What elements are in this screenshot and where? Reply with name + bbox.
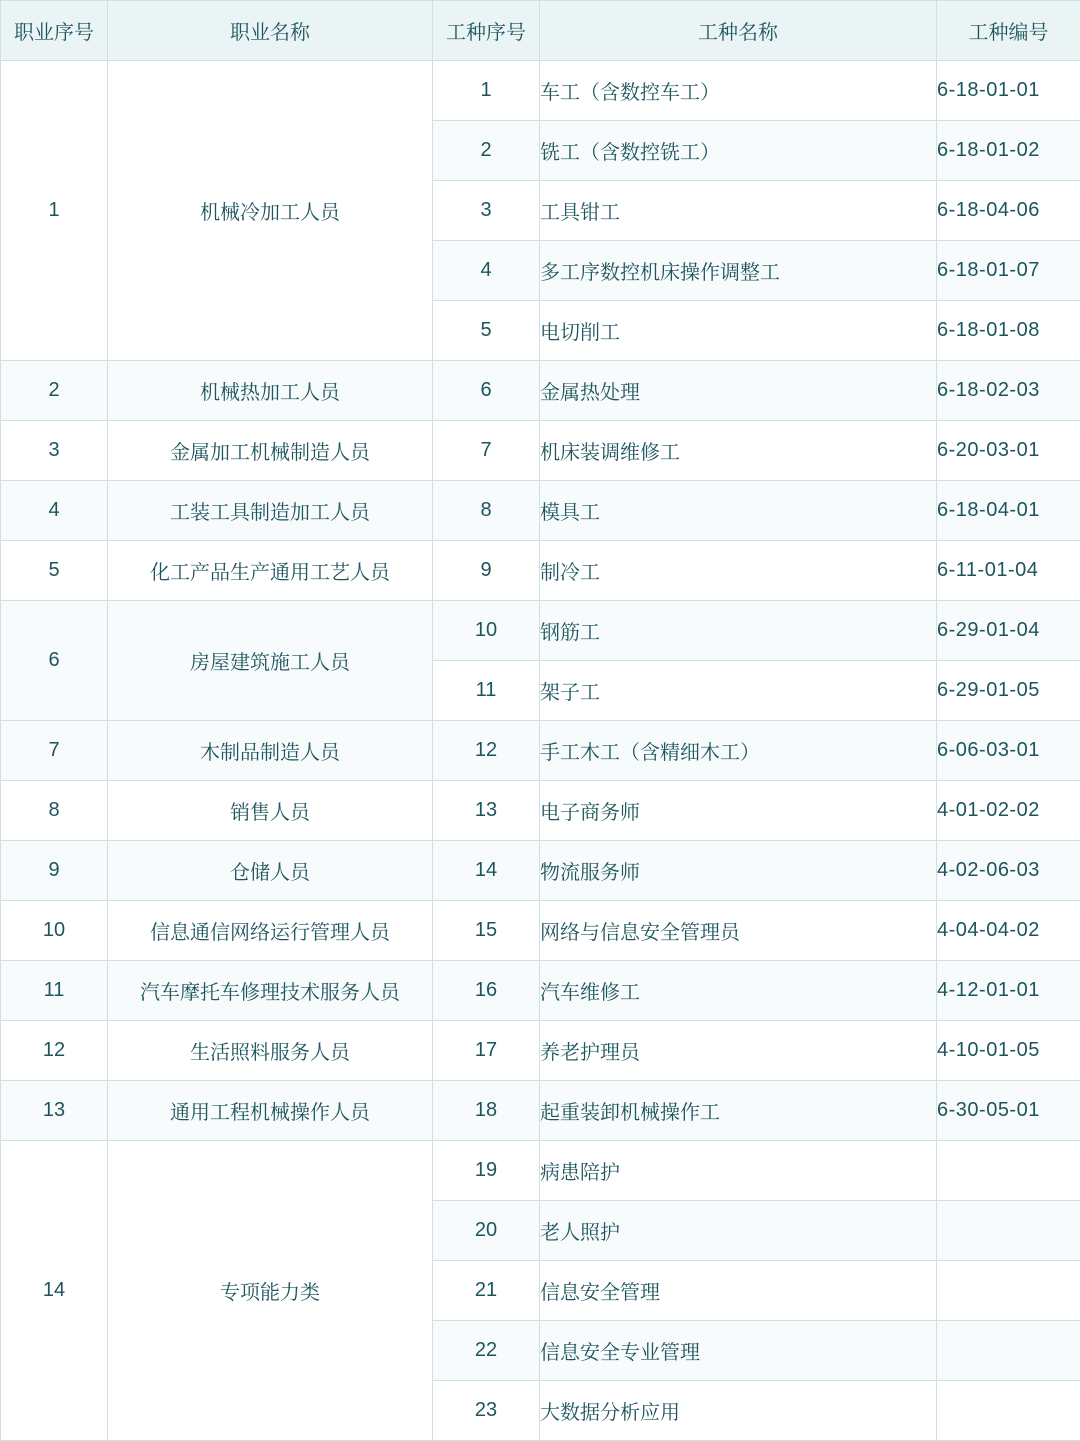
cell-job-no: 16 bbox=[433, 961, 540, 1021]
cell-job-code: 6-30-05-01 bbox=[937, 1081, 1080, 1141]
cell-job-no: 12 bbox=[433, 721, 540, 781]
cell-occupation-name: 机械热加工人员 bbox=[108, 361, 433, 421]
cell-occupation-name: 专项能力类 bbox=[108, 1141, 433, 1441]
cell-job-name: 金属热处理 bbox=[540, 361, 937, 421]
cell-job-no: 8 bbox=[433, 481, 540, 541]
cell-job-code: 4-12-01-01 bbox=[937, 961, 1080, 1021]
cell-job-no: 7 bbox=[433, 421, 540, 481]
table-row bbox=[1, 601, 1080, 661]
cell-job-no: 2 bbox=[433, 121, 540, 181]
table-row bbox=[1, 781, 1080, 841]
cell-job-code: 6-18-02-03 bbox=[937, 361, 1080, 421]
cell-occupation-name: 通用工程机械操作人员 bbox=[108, 1081, 433, 1141]
cell-job-name: 钢筋工 bbox=[540, 601, 937, 661]
table-row bbox=[1, 901, 1080, 961]
cell-job-no: 17 bbox=[433, 1021, 540, 1081]
cell-job-code: 6-18-01-08 bbox=[937, 301, 1080, 361]
column-header-occupation-name: 职业名称 bbox=[108, 1, 433, 61]
cell-job-no: 11 bbox=[433, 661, 540, 721]
cell-job-code: 6-20-03-01 bbox=[937, 421, 1080, 481]
cell-job-code bbox=[937, 1201, 1080, 1261]
cell-occupation-name: 信息通信网络运行管理人员 bbox=[108, 901, 433, 961]
cell-job-code: 4-01-02-02 bbox=[937, 781, 1080, 841]
cell-job-name: 物流服务师 bbox=[540, 841, 937, 901]
table-row bbox=[1, 421, 1080, 481]
table-row bbox=[1, 961, 1080, 1021]
cell-job-name: 起重装卸机械操作工 bbox=[540, 1081, 937, 1141]
cell-occupation-name: 仓储人员 bbox=[108, 841, 433, 901]
cell-job-code: 4-04-04-02 bbox=[937, 901, 1080, 961]
cell-job-code: 4-10-01-05 bbox=[937, 1021, 1080, 1081]
cell-occupation-name: 销售人员 bbox=[108, 781, 433, 841]
cell-job-no: 14 bbox=[433, 841, 540, 901]
cell-job-no: 4 bbox=[433, 241, 540, 301]
table-row bbox=[1, 541, 1080, 601]
cell-occupation-no: 14 bbox=[1, 1141, 108, 1441]
cell-occupation-no: 7 bbox=[1, 721, 108, 781]
cell-job-no: 23 bbox=[433, 1381, 540, 1441]
table-row bbox=[1, 361, 1080, 421]
cell-occupation-no: 1 bbox=[1, 61, 108, 361]
cell-occupation-no: 8 bbox=[1, 781, 108, 841]
cell-job-no: 13 bbox=[433, 781, 540, 841]
table-row bbox=[1, 841, 1080, 901]
cell-occupation-no: 2 bbox=[1, 361, 108, 421]
cell-occupation-no: 6 bbox=[1, 601, 108, 721]
cell-job-code bbox=[937, 1261, 1080, 1321]
table-row bbox=[1, 1081, 1080, 1141]
cell-job-no: 5 bbox=[433, 301, 540, 361]
cell-job-code: 6-18-04-06 bbox=[937, 181, 1080, 241]
cell-job-name: 病患陪护 bbox=[540, 1141, 937, 1201]
cell-job-no: 18 bbox=[433, 1081, 540, 1141]
cell-occupation-name: 木制品制造人员 bbox=[108, 721, 433, 781]
cell-job-name: 大数据分析应用 bbox=[540, 1381, 937, 1441]
cell-job-code bbox=[937, 1381, 1080, 1441]
cell-job-no: 19 bbox=[433, 1141, 540, 1201]
cell-occupation-name: 生活照料服务人员 bbox=[108, 1021, 433, 1081]
cell-job-name: 养老护理员 bbox=[540, 1021, 937, 1081]
cell-job-code bbox=[937, 1141, 1080, 1201]
cell-job-name: 汽车维修工 bbox=[540, 961, 937, 1021]
cell-job-code: 4-02-06-03 bbox=[937, 841, 1080, 901]
cell-job-code: 6-18-01-02 bbox=[937, 121, 1080, 181]
cell-job-no: 15 bbox=[433, 901, 540, 961]
cell-job-name: 车工（含数控车工） bbox=[540, 61, 937, 121]
table-row bbox=[1, 61, 1080, 121]
cell-job-name: 多工序数控机床操作调整工 bbox=[540, 241, 937, 301]
cell-occupation-no: 4 bbox=[1, 481, 108, 541]
cell-occupation-name: 房屋建筑施工人员 bbox=[108, 601, 433, 721]
cell-job-name: 手工木工（含精细木工） bbox=[540, 721, 937, 781]
cell-job-code: 6-29-01-05 bbox=[937, 661, 1080, 721]
table-header bbox=[1, 1, 1080, 61]
cell-job-no: 9 bbox=[433, 541, 540, 601]
cell-job-no: 20 bbox=[433, 1201, 540, 1261]
cell-occupation-no: 9 bbox=[1, 841, 108, 901]
cell-job-code: 6-18-01-01 bbox=[937, 61, 1080, 121]
column-header-job-code: 工种编号 bbox=[937, 1, 1080, 61]
cell-occupation-no: 13 bbox=[1, 1081, 108, 1141]
table-row bbox=[1, 721, 1080, 781]
table-row bbox=[1, 1141, 1080, 1201]
cell-occupation-no: 12 bbox=[1, 1021, 108, 1081]
column-header-job-no: 工种序号 bbox=[433, 1, 540, 61]
table-row bbox=[1, 1021, 1080, 1081]
cell-job-no: 21 bbox=[433, 1261, 540, 1321]
cell-job-code: 6-18-01-07 bbox=[937, 241, 1080, 301]
cell-job-name: 电切削工 bbox=[540, 301, 937, 361]
cell-job-no: 3 bbox=[433, 181, 540, 241]
cell-job-name: 机床装调维修工 bbox=[540, 421, 937, 481]
table-row bbox=[1, 481, 1080, 541]
cell-job-code: 6-29-01-04 bbox=[937, 601, 1080, 661]
cell-occupation-no: 5 bbox=[1, 541, 108, 601]
cell-job-name: 老人照护 bbox=[540, 1201, 937, 1261]
cell-job-code: 6-06-03-01 bbox=[937, 721, 1080, 781]
cell-job-name: 网络与信息安全管理员 bbox=[540, 901, 937, 961]
column-header-job-name: 工种名称 bbox=[540, 1, 937, 61]
cell-occupation-name: 机械冷加工人员 bbox=[108, 61, 433, 361]
cell-job-code: 6-18-04-01 bbox=[937, 481, 1080, 541]
cell-occupation-name: 汽车摩托车修理技术服务人员 bbox=[108, 961, 433, 1021]
cell-occupation-name: 工装工具制造加工人员 bbox=[108, 481, 433, 541]
cell-job-name: 信息安全管理 bbox=[540, 1261, 937, 1321]
cell-job-name: 工具钳工 bbox=[540, 181, 937, 241]
cell-job-name: 信息安全专业管理 bbox=[540, 1321, 937, 1381]
cell-job-name: 架子工 bbox=[540, 661, 937, 721]
table-body bbox=[1, 61, 1080, 1441]
cell-job-no: 10 bbox=[433, 601, 540, 661]
cell-occupation-name: 金属加工机械制造人员 bbox=[108, 421, 433, 481]
cell-job-name: 制冷工 bbox=[540, 541, 937, 601]
cell-job-name: 电子商务师 bbox=[540, 781, 937, 841]
cell-occupation-no: 3 bbox=[1, 421, 108, 481]
table-header-row bbox=[1, 1, 1080, 61]
cell-job-code: 6-11-01-04 bbox=[937, 541, 1080, 601]
cell-occupation-no: 11 bbox=[1, 961, 108, 1021]
cell-occupation-no: 10 bbox=[1, 901, 108, 961]
cell-job-code bbox=[937, 1321, 1080, 1381]
cell-job-no: 22 bbox=[433, 1321, 540, 1381]
cell-job-no: 1 bbox=[433, 61, 540, 121]
cell-job-no: 6 bbox=[433, 361, 540, 421]
cell-occupation-name: 化工产品生产通用工艺人员 bbox=[108, 541, 433, 601]
cell-job-name: 铣工（含数控铣工） bbox=[540, 121, 937, 181]
column-header-occupation-no: 职业序号 bbox=[1, 1, 108, 61]
cell-job-name: 模具工 bbox=[540, 481, 937, 541]
